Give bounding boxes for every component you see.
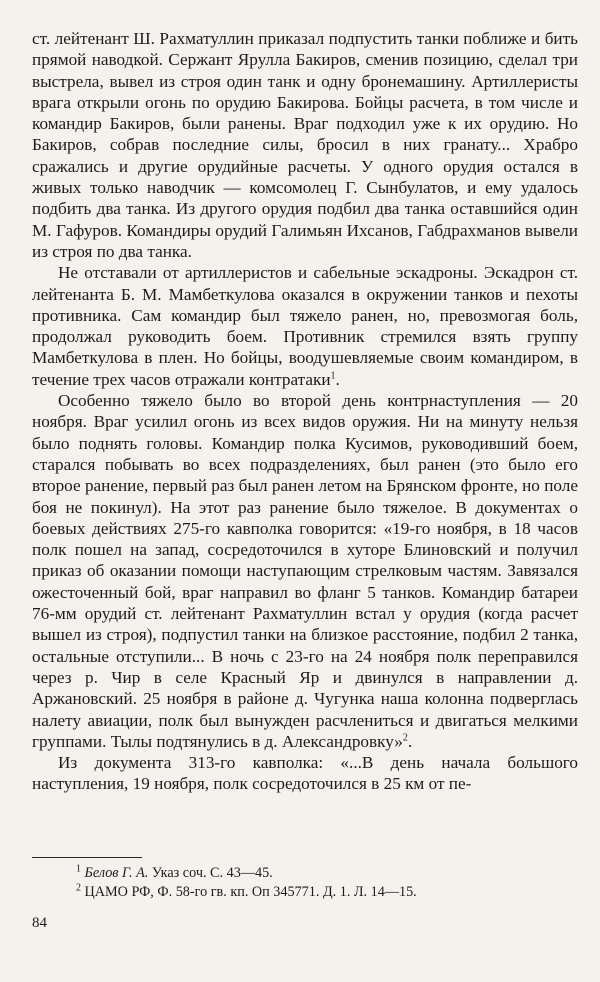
paragraph-1: ст. лейтенант Ш. Рахматуллин приказал подпустить танки поближе и бить прямой наводкой. Сержант Ярулла Бакиров, сменив позицию, сделал три выстрела, вывел из строя один танк и одну бронемашину. Артиллеристы врага открыли огонь по орудию Бакирова. Бойцы расчета, в том числе и командир Бакиров, были ранены. Враг подходил уже к их орудию. Но Бакиров, собрав последние силы, бросил в них гранату... Храбро сражались и другие орудийные расчеты. У одного орудия остался в живых только наводчик — комсомолец Г. Сынбулатов, и ему удалось подбить два танка. Из другого орудия подбил два танка оставшийся один М. Гафуров. Командиры орудий Галимьян Ихсанов, Габдрахманов вывели из строя по два танка.: [32, 29, 578, 261]
footnote-ref-2[interactable]: 2: [402, 732, 408, 744]
paragraph-3: Особенно тяжело было во второй день контрнаступления — 20 ноября. Враг усилил огонь из всех видов оружия. Ни на минуту нельзя было поднять головы. Командир полка Кусимов, руководивший боем, старался побывать во всех подразделениях, был ранен (это было его второе ранение, первый раз был ранен летом на Брянском фронте, но поле боя не покинул). На этот раз ранение было тяжелое. В документах о боевых действиях 275-го кавполка говорится: «19-го ноября, в 18 часов полк пошел на запад, сосредоточился в хуторе Блиновский и получил приказ об оказании помощи наступающим стрелковым частям. Завязался ожесточенный бой, враг направил во фланг 5 танков. Командир батареи 76-мм орудий ст. лейтенант Рахматуллин встал у орудия (когда расчет вышел из строя), подпустил танки на близкое расстояние, подбил 2 танка, остальные отступили... В ночь с 23-го на 24 ноября полк переправился через р. Чир в селе Красный Яр и двинулся в направлении д. Аржановский. 25 ноября в районе д. Чугунка наша колонна подверглась налету авиации, полк был вынужден расчлениться и двигаться мелкими группами. Тылы подтянулись в д. Александровку»$^2$.: [32, 391, 578, 751]
footnote-author: Белов Г. А.: [84, 865, 149, 881]
footnote-2: [76, 883, 576, 902]
paragraph-2: Не отставали от артиллеристов и сабельные эскадроны. Эскадрон ст. лейтенанта Б. М. Мамбеткулова оказался в окружении танков и пехоты противника. Сам командир был тяжело ранен, но, превозмогая боль, продолжал руководить боем. Противник стремился взять группу Мамбеткулова в плен. Но бойцы, воодушевляемые своим командиром, в течение трех часов отражали контратаки$^1$.: [32, 263, 578, 389]
footnote-text: Указ соч. С. 43—45.: [151, 865, 273, 881]
footnote-1: [76, 864, 576, 883]
footnote-ref-1[interactable]: 1: [330, 370, 336, 382]
paragraph-4: Из документа 313-го кавполка: «...В день начала большого наступления, 19 ноября, полк сосредоточился в 25 км от пе-: [32, 753, 578, 794]
footnote-mark: 1: [76, 863, 81, 875]
page-number: 84: [32, 915, 47, 931]
footnote-mark: 2: [76, 882, 81, 894]
footnotes: [76, 864, 576, 902]
page-body: [32, 28, 578, 795]
footnote-divider: [32, 857, 142, 858]
footnote-text: ЦАМО РФ, Ф. 58-го гв. кп. Оп 345771. Д. 1. Л. 14—15.: [84, 884, 417, 900]
